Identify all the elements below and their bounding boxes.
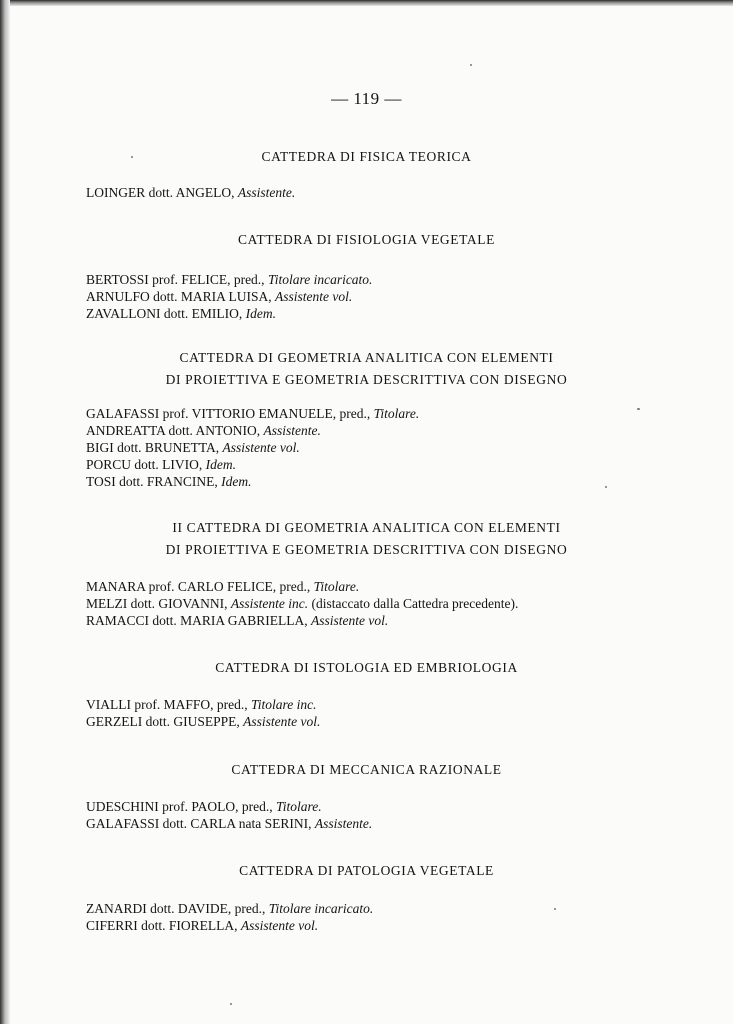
heading-line: CATTEDRA DI PATOLOGIA VEGETALE: [239, 863, 494, 878]
heading-line: II CATTEDRA DI GEOMETRIA ANALITICA CON ELEMENTI: [172, 520, 561, 535]
staff-entry: [86, 696, 693, 713]
staff-role: Idem.: [245, 306, 276, 321]
staff-role: Titolare.: [276, 799, 322, 814]
staff-name: ARNULFO dott. MARIA LUISA,: [86, 289, 272, 304]
staff-entry: [86, 578, 693, 595]
staff-entry: [86, 595, 693, 612]
staff-role: Titolare inc.: [250, 697, 317, 712]
staff-name: LOINGER dott. ANGELO,: [86, 185, 235, 200]
staff-name: MANARA prof. CARLO FELICE, pred.,: [86, 579, 311, 594]
entry-list: [86, 900, 693, 934]
staff-entry: [86, 184, 693, 201]
staff-name: UDESCHINI prof. PAOLO, pred.,: [86, 799, 273, 814]
section-heading: [0, 347, 733, 391]
section-heading: [0, 146, 733, 168]
staff-role: Assistente.: [314, 816, 373, 831]
staff-name: VIALLI prof. MAFFO, pred.,: [86, 697, 248, 712]
entry-list: [86, 578, 693, 629]
staff-name: MELZI dott. GIOVANNI,: [86, 596, 228, 611]
heading-line: DI PROIETTIVA E GEOMETRIA DESCRITTIVA CON DISEGNO: [165, 542, 568, 557]
staff-entry: [86, 305, 693, 322]
staff-name: TOSI dott. FRANCINE,: [86, 474, 218, 489]
staff-role: Titolare incaricato.: [268, 901, 374, 916]
staff-entry: [86, 405, 693, 422]
scan-speck: [605, 486, 607, 488]
staff-role: Assistente inc.: [230, 596, 309, 611]
staff-entry: [86, 798, 693, 815]
staff-name: ZANARDI dott. DAVIDE, pred.,: [86, 901, 266, 916]
page-number: — 119 —: [331, 89, 402, 108]
entry-list: [86, 184, 693, 201]
staff-entry: [86, 713, 693, 730]
heading-line: DI PROIETTIVA E GEOMETRIA DESCRITTIVA CON DISEGNO: [165, 372, 568, 387]
staff-role: Assistente.: [237, 185, 296, 200]
staff-name: BIGI dott. BRUNETTA,: [86, 440, 220, 455]
section-heading: [0, 657, 733, 679]
section-heading: [0, 517, 733, 561]
staff-role: Assistente vol.: [240, 918, 319, 933]
heading-line: CATTEDRA DI FISIOLOGIA VEGETALE: [238, 232, 495, 247]
scan-top-edge: [0, 0, 733, 6]
staff-role: Idem.: [205, 457, 237, 472]
heading-line: CATTEDRA DI ISTOLOGIA ED EMBRIOLOGIA: [215, 660, 518, 675]
entry-list: [86, 405, 693, 490]
staff-entry: [86, 456, 693, 473]
staff-name: GALAFASSI dott. CARLA nata SERINI,: [86, 816, 312, 831]
scan-speck: [637, 408, 640, 410]
staff-role: Titolare.: [313, 579, 360, 594]
staff-role: Titolare.: [373, 406, 420, 421]
staff-entry: [86, 612, 693, 629]
staff-role: Assistente vol.: [222, 440, 300, 455]
staff-name: RAMACCI dott. MARIA GABRIELLA,: [86, 613, 308, 628]
staff-entry: [86, 439, 693, 456]
entry-list: [86, 271, 693, 322]
staff-role: Titolare incaricato.: [267, 272, 373, 287]
section-heading: [0, 229, 733, 251]
staff-entry: [86, 900, 693, 917]
staff-name: GALAFASSI prof. VITTORIO EMANUELE, pred.,: [86, 406, 371, 421]
staff-role: Assistente.: [263, 423, 321, 438]
staff-name: BERTOSSI prof. FELICE, pred.,: [86, 272, 265, 287]
staff-entry: [86, 288, 693, 305]
heading-line: CATTEDRA DI FISICA TEORICA: [261, 149, 472, 164]
scan-speck: [554, 908, 556, 910]
staff-note: (distaccato dalla Cattedra precedente).: [311, 596, 519, 611]
section-heading: [0, 759, 733, 781]
staff-role: Assistente vol.: [311, 613, 389, 628]
staff-entry: [86, 917, 693, 934]
entry-list: [86, 696, 693, 730]
staff-role: Idem.: [221, 474, 252, 489]
staff-name: ANDREATTA dott. ANTONIO,: [86, 423, 261, 438]
staff-name: PORCU dott. LIVIO,: [86, 457, 203, 472]
staff-entry: [86, 422, 693, 439]
staff-role: Assistente vol.: [243, 714, 321, 729]
staff-entry: [86, 473, 693, 490]
staff-entry: [86, 815, 693, 832]
section-heading: [0, 860, 733, 882]
staff-name: CIFERRI dott. FIORELLA,: [86, 918, 238, 933]
staff-name: GERZELI dott. GIUSEPPE,: [86, 714, 240, 729]
staff-role: Assistente vol.: [275, 289, 353, 304]
heading-line: CATTEDRA DI GEOMETRIA ANALITICA CON ELEMENTI: [179, 350, 554, 365]
scan-speck: [230, 1003, 232, 1005]
staff-entry: [86, 271, 693, 288]
heading-line: CATTEDRA DI MECCANICA RAZIONALE: [231, 762, 502, 777]
staff-name: ZAVALLONI dott. EMILIO,: [86, 306, 243, 321]
scan-speck: [131, 156, 133, 158]
scan-speck: [470, 64, 472, 66]
entry-list: [86, 798, 693, 832]
